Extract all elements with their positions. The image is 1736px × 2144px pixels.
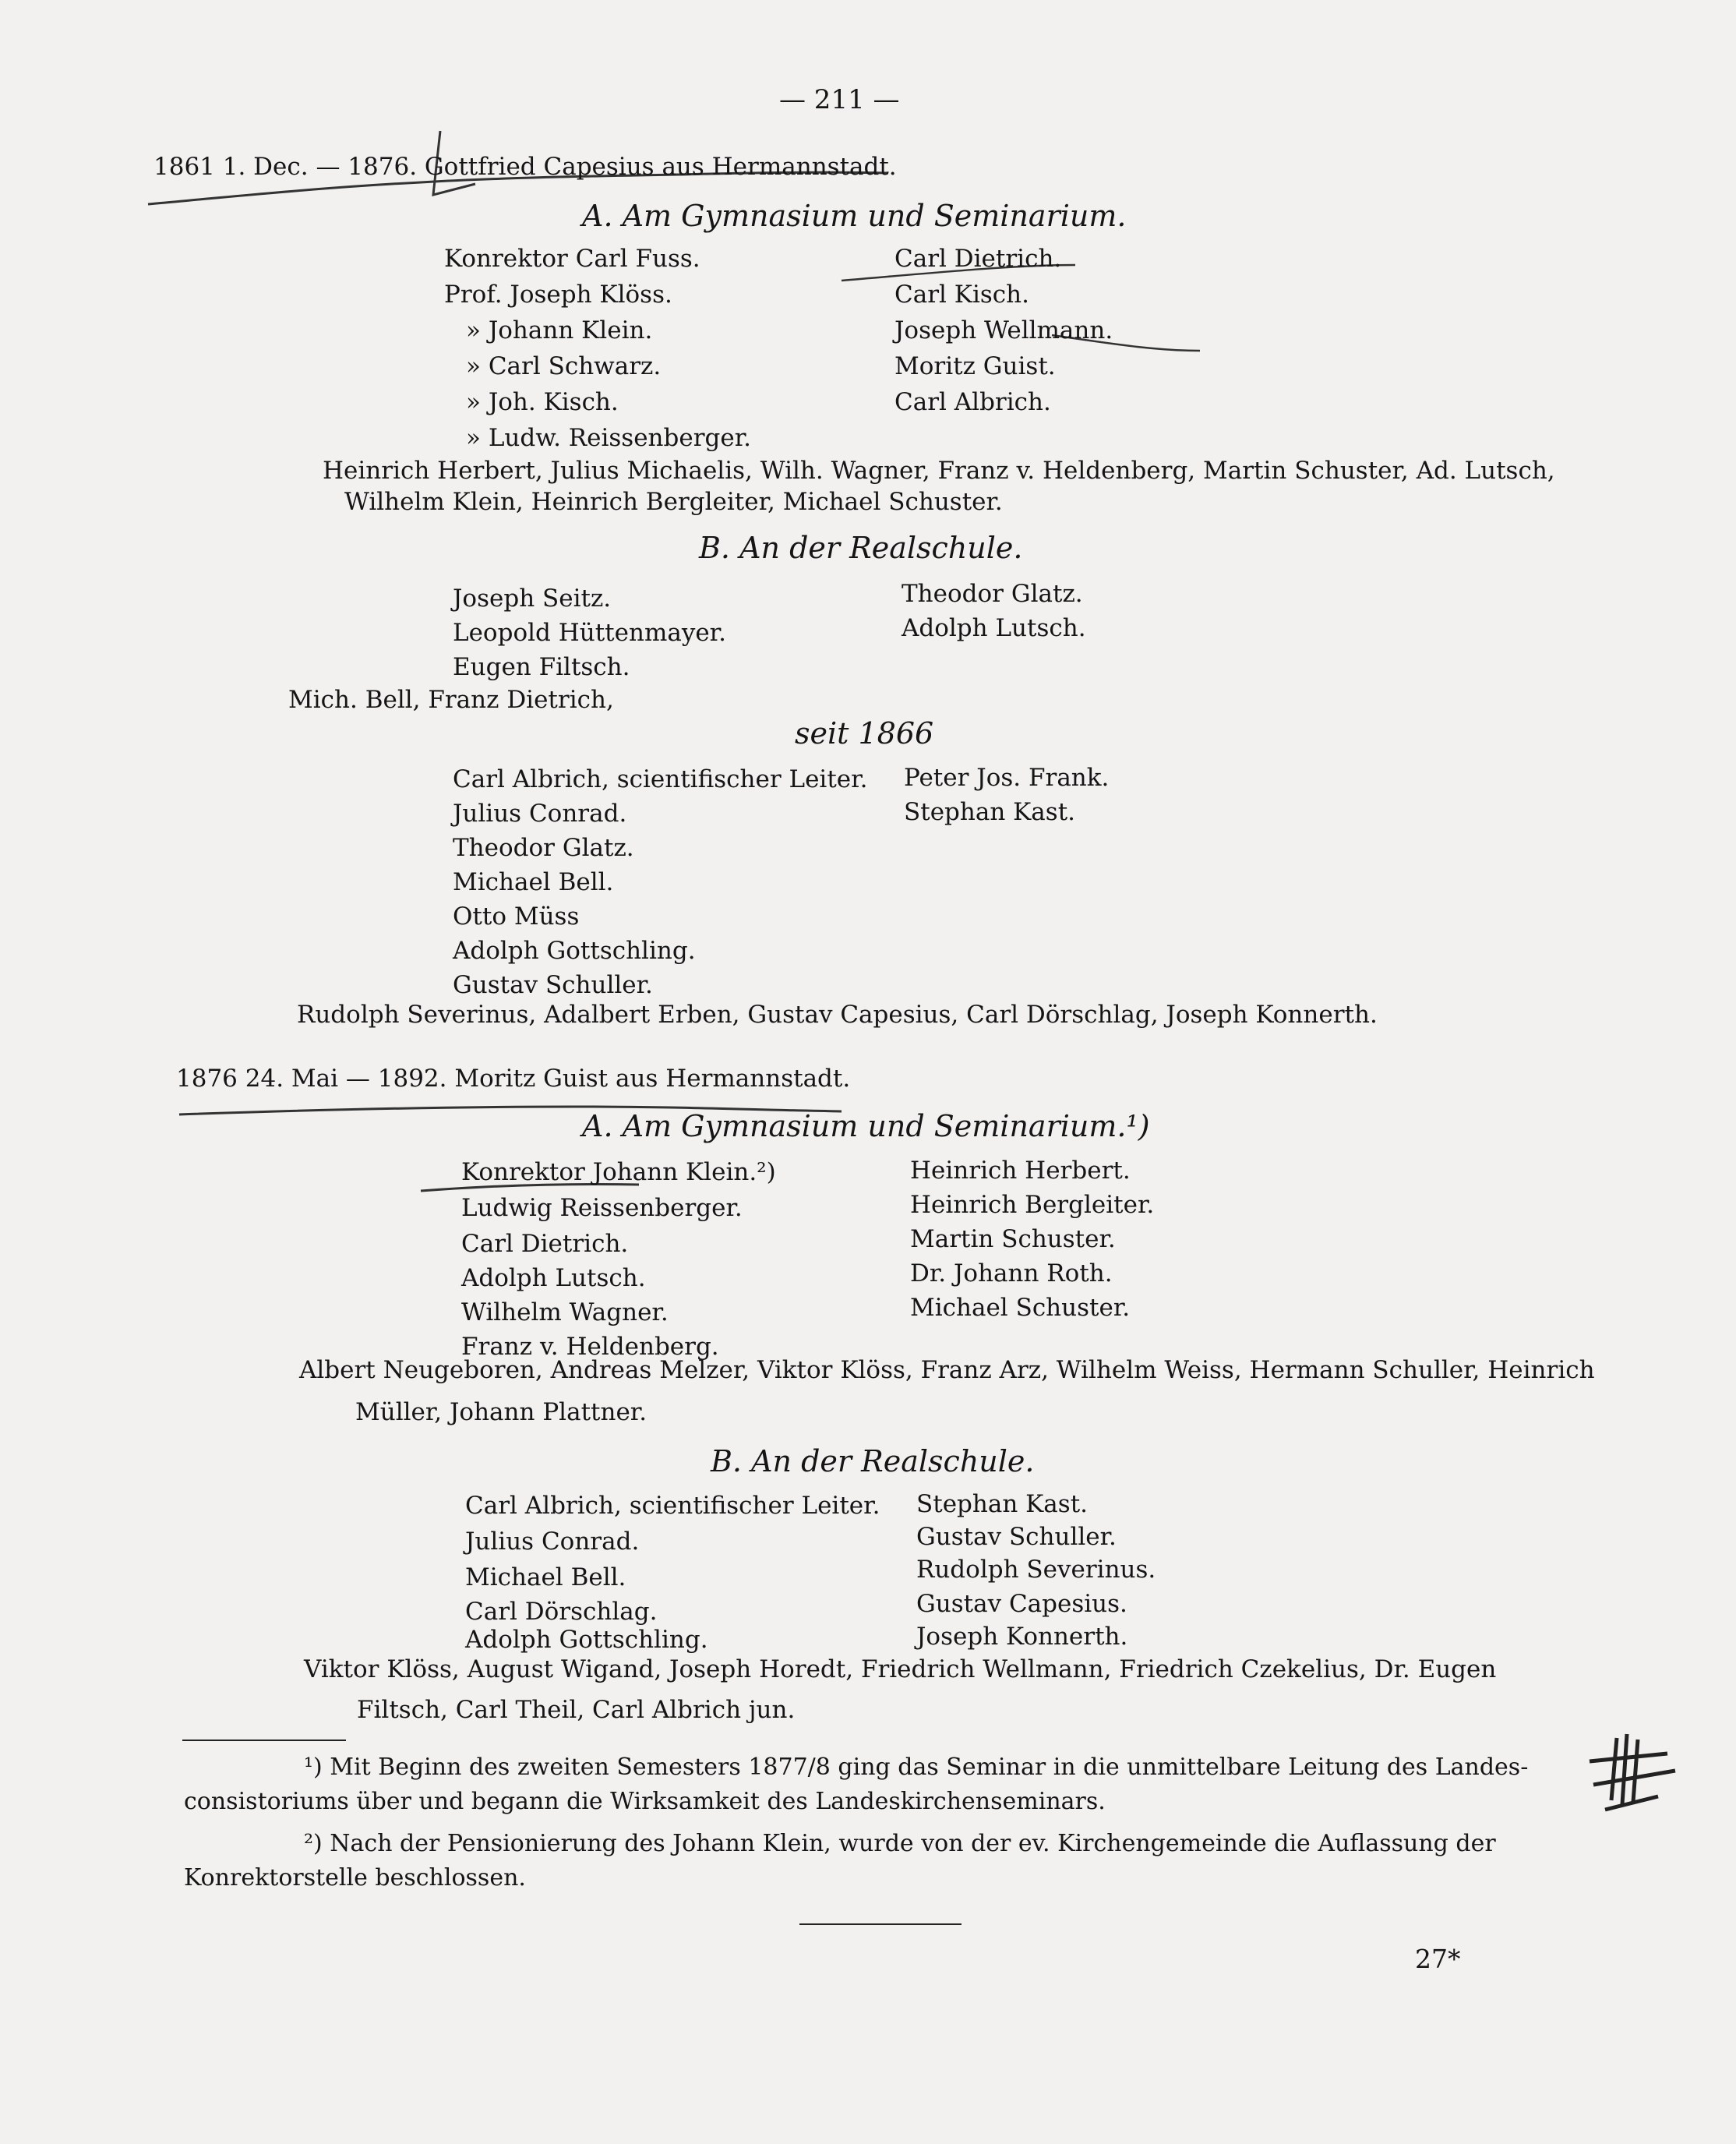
list-item: Theodor Glatz. [902,580,1083,608]
since-1866-extra: Rudolph Severinus, Adalbert Erben, Gustav Capesius, Carl Dörschlag, Joseph Konnerth. [297,1001,1378,1029]
list-item: Eugen Filtsch. [453,653,630,681]
list-item: Michael Bell. [465,1563,626,1591]
list-item: » Carl Schwarz. [466,352,662,380]
footnote-2-line-1: ²) Nach der Pensionierung des Johann Klein, wurde von der ev. Kirchengemeinde die Auflassung der [304,1830,1496,1857]
list-item: Carl Albrich, scientifischer Leiter. [453,765,868,793]
list-item: Carl Albrich, scientifischer Leiter. [465,1492,880,1520]
period2-realschule-extra: Viktor Klöss, August Wigand, Joseph Horedt, Friedrich Wellmann, Friedrich Czekelius, Dr. Eugen [304,1655,1497,1683]
period1-gymnasium-title: A. Am Gymnasium und Seminarium. [582,199,1127,233]
list-item: Adolph Lutsch. [902,614,1086,642]
list-item: Gustav Schuller. [916,1523,1117,1551]
list-item: Adolph Gottschling. [465,1626,708,1654]
list-item: Franz v. Heldenberg. [461,1333,719,1361]
list-item: Konrektor Johann Klein.²) [461,1158,776,1186]
list-item: Leopold Hüttenmayer. [453,619,726,647]
since-1866-title: seit 1866 [795,716,934,751]
list-item: Moritz Guist. [894,352,1056,380]
list-item: Gustav Schuller. [453,971,653,999]
period2-realschule-extra: Filtsch, Carl Theil, Carl Albrich jun. [357,1696,796,1724]
period1-gymnasium-extra: Wilhelm Klein, Heinrich Bergleiter, Michael Schuster. [344,488,1003,516]
list-item: Gustav Capesius. [916,1590,1127,1618]
hatch-mark [1590,1734,1675,1810]
list-item: Heinrich Herbert. [910,1157,1131,1185]
list-item: Carl Dietrich. [461,1230,629,1258]
list-item: Martin Schuster. [910,1225,1116,1253]
closing-rule [799,1923,962,1925]
footnote-1-line-1: ¹) Mit Beginn des zweiten Semesters 1877/8 ging das Seminar in die unmittelbare Leitung des Landes- [304,1754,1529,1781]
period2-heading: 1876 24. Mai — 1892. Moritz Guist aus Hermannstadt. [176,1065,851,1093]
period1-gymnasium-extra: Heinrich Herbert, Julius Michaelis, Wilh. Wagner, Franz v. Heldenberg, Martin Schuster, Ad. Lutsch, [323,457,1555,485]
list-item: » Joh. Kisch. [466,388,619,416]
list-item: Carl Dietrich. [894,245,1062,273]
list-item: Wilhelm Wagner. [461,1298,669,1326]
period2-realschule-title: B. An der Realschule. [711,1444,1035,1478]
list-item: Ludwig Reissenberger. [461,1194,743,1222]
list-item: Heinrich Bergleiter. [910,1191,1155,1219]
list-item: Carl Dörschlag. [465,1598,658,1626]
footnote-2-line-2: Konrektorstelle beschlossen. [184,1864,526,1891]
footnote-rule [182,1740,346,1741]
list-item: Michael Bell. [453,868,614,896]
list-item: Rudolph Severinus. [916,1556,1156,1584]
footnote-1-line-2: consistoriums über und begann die Wirksamkeit des Landeskirchenseminars. [184,1788,1106,1815]
list-item: Dr. Johann Roth. [910,1259,1113,1287]
list-item: » Ludw. Reissenberger. [466,424,751,452]
period2-gymnasium-extra: Müller, Johann Plattner. [355,1398,647,1426]
list-item: Konrektor Carl Fuss. [444,245,700,273]
list-item: Carl Kisch. [894,281,1029,309]
list-item: Stephan Kast. [916,1490,1089,1518]
list-item: Stephan Kast. [904,798,1076,826]
period2-gymnasium-title: A. Am Gymnasium und Seminarium.¹) [582,1109,1150,1143]
list-item: Adolph Lutsch. [461,1264,646,1292]
list-item: Julius Conrad. [465,1528,640,1556]
list-item: Joseph Seitz. [453,585,612,613]
list-item: Adolph Gottschling. [453,937,696,965]
signature-mark: 27* [1415,1944,1461,1974]
period2-gymnasium-extra: Albert Neugeboren, Andreas Melzer, Viktor Klöss, Franz Arz, Wilhelm Weiss, Hermann Schuller, Heinrich [299,1356,1595,1384]
period1-realschule-extra: Mich. Bell, Franz Dietrich, [288,686,614,714]
period1-realschule-title: B. An der Realschule. [699,531,1023,565]
list-item: Joseph Wellmann. [894,316,1113,344]
list-item: Prof. Joseph Klöss. [444,281,672,309]
list-item: Theodor Glatz. [453,834,634,862]
list-item: Peter Jos. Frank. [904,764,1110,792]
list-item: Carl Albrich. [894,388,1051,416]
list-item: Julius Conrad. [453,800,627,828]
list-item: Joseph Konnerth. [916,1623,1128,1651]
period1-heading: 1861 1. Dec. — 1876. Gottfried Capesius aus Hermannstadt. [153,153,897,181]
list-item: Michael Schuster. [910,1294,1131,1322]
page-number: — 211 — [779,84,900,115]
list-item: » Johann Klein. [466,316,653,344]
list-item: Otto Müss [453,902,580,931]
